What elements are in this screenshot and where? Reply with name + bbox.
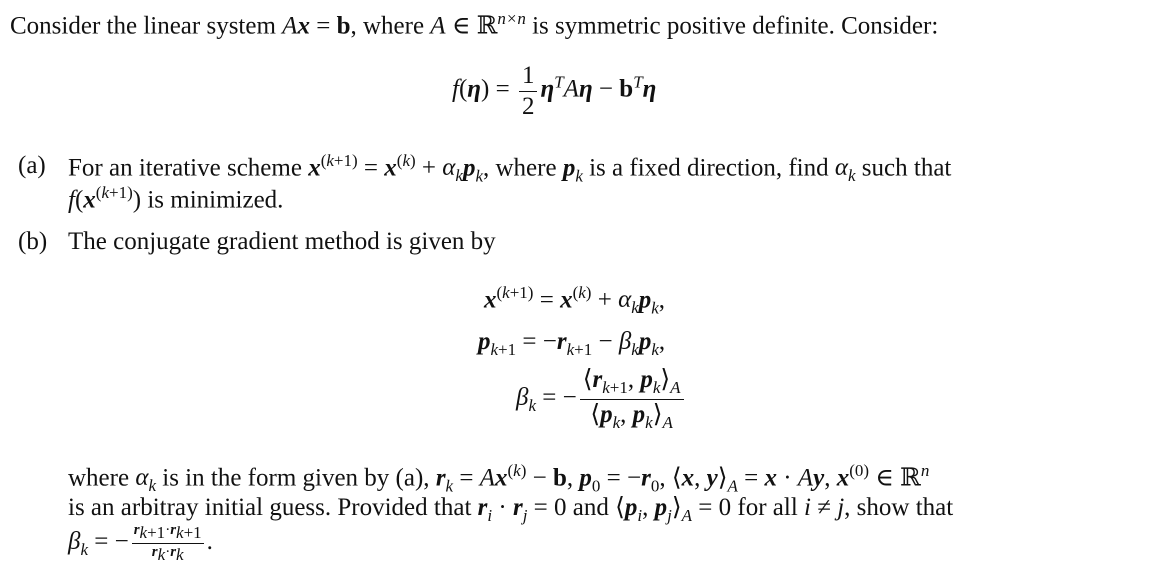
frac-den: 2 <box>521 92 535 120</box>
part-a-label: (a) <box>18 152 46 179</box>
matrix-a-2: A <box>430 12 446 40</box>
b-obj: b <box>619 75 634 103</box>
result-fraction: $\frac{r_{k+1}\cdot r_{k+1}}{r_k\cdot r_k}$ <box>133 522 202 564</box>
part-b-guess-line: is an arbitray initial guess. Provided that $r_i \cdot r_j = 0$ and $⟨p_i$, $p_j⟩_A = 0$ for all i ≠ j, show that <box>68 494 954 525</box>
part-b-intro: The conjugate gradient method is given by <box>68 228 496 255</box>
part-b-where-line: where $\alpha_k$ is in the form given by (a), $r_k = Ax^{(k)} - b$, $p_0 = -r_0$, ⟨x, $y⟩_A = x \cdot Ay$, $x^{(0)}$ ∈ ℝ$^n$ <box>68 461 930 496</box>
part-a-text-3: is a fixed direction, find <box>582 154 835 182</box>
matrix-a: A <box>282 12 298 40</box>
vector-b: b <box>336 12 351 40</box>
part-a-text-2: , where <box>482 154 563 182</box>
cg-update-x: $x^{(k+1)} = x^{(k)} + \alpha_kp_k$, <box>484 283 666 318</box>
part-a-text-1: For an iterative scheme <box>68 154 309 182</box>
intro-text-3: is symmetric positive definite. Consider: <box>525 12 939 40</box>
matrix-a-obj: A <box>563 75 579 103</box>
beta-fraction: $\frac{⟨r_{k+1}, p_k⟩_A}{⟨p_k, p_k⟩_A}$ <box>580 366 684 432</box>
where-text-6: , show that <box>844 494 954 521</box>
intro-text-2: , where <box>350 12 431 40</box>
where-text-5: for all <box>731 494 805 521</box>
objective-equation: f(η) = $\frac{1}{2}$ $\eta^TA\eta - b^T\eta$ <box>452 62 657 120</box>
transpose-1: T <box>554 72 564 92</box>
part-a-text-5: is minimized. <box>141 186 284 214</box>
cg-update-p: $p_{k+1} = -r_{k+1} - \beta_kp_k$, <box>478 328 666 359</box>
frac-num: 1 <box>519 62 538 92</box>
part-a-line-1: For an iterative scheme $x^{(k+1)} = x^{(k)} + \alpha_kp_k$, where $p_k$ is a fixed direction, find $\alpha_k$ such that <box>68 151 952 186</box>
half-fraction <box>519 62 538 120</box>
part-b-result: $\beta_k$ = − $\frac{r_{k+1}\cdot r_{k+1}}{r_k\cdot r_k}$ . <box>68 522 213 564</box>
intro-text-1: Consider the linear system <box>10 12 283 40</box>
f-symbol: f <box>452 75 459 103</box>
vector-x: x <box>297 12 310 40</box>
part-a-line-2: $f(x^{(k+1)})$ is minimized. <box>68 183 284 214</box>
equals: = <box>309 12 337 40</box>
in-reals: ∈ ℝ <box>445 12 498 40</box>
intro-line <box>10 8 938 42</box>
eta-symbol: η <box>467 75 482 103</box>
part-a-text-4: such that <box>855 154 952 182</box>
where-text-1: where <box>68 464 136 492</box>
minus-sign: − <box>592 75 620 103</box>
where-text-3: is an arbitray initial guess. Provided that <box>68 494 478 521</box>
cg-beta: $\beta_k$ = − $\frac{⟨r_{k+1}, p_k⟩_A}{⟨p_k, p_k⟩_A}$ <box>516 366 687 432</box>
dimension: n×n <box>497 9 526 28</box>
where-text-2: is in the form given by (a), <box>156 464 436 492</box>
part-b-label: (b) <box>18 228 48 255</box>
where-text-4: and <box>566 494 616 521</box>
